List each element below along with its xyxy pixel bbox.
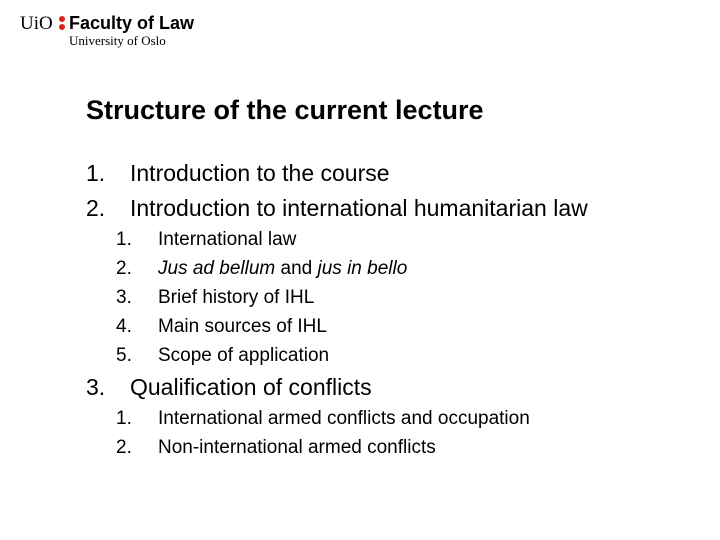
sub-item-text: Brief history of IHL: [158, 287, 315, 308]
sub-item-number: 1.: [116, 408, 132, 429]
sub-item-number: 2.: [116, 258, 132, 279]
sub-item-number: 4.: [116, 316, 132, 337]
logo-seal-icon: [57, 16, 67, 32]
list-item-number: 2.: [86, 195, 106, 221]
and-text: and: [275, 258, 318, 279]
logo-uio-text: UiO: [20, 13, 53, 34]
list-item-number: 3.: [86, 374, 106, 400]
logo-faculty-name: Faculty of Law: [69, 13, 195, 33]
sub-item-number: 1.: [116, 229, 132, 250]
sub-item-text: International law: [158, 229, 297, 250]
sub-item-text: Scope of application: [158, 345, 330, 366]
jus-in-bello-text: jus in bello: [317, 258, 408, 279]
sub-item-number: 5.: [116, 345, 132, 366]
logo-university-name: University of Oslo: [69, 33, 166, 48]
slide-title: Structure of the current lecture: [86, 95, 484, 125]
jus-ad-bellum-text: Jus ad bellum: [158, 258, 276, 279]
sub-item-text: [158, 258, 407, 280]
list-item-text: Introduction to international humanitarian law: [130, 195, 588, 221]
list-item-number: 1.: [86, 160, 106, 186]
sub-item-number: 2.: [116, 437, 132, 458]
list-item-text: Qualification of conflicts: [130, 374, 372, 400]
sub-item-text: International armed conflicts and occupation: [158, 408, 530, 429]
sub-item-text: Non-international armed conflicts: [158, 437, 436, 458]
sub-item-text: Main sources of IHL: [158, 316, 327, 337]
sub-item-number: 3.: [116, 287, 132, 308]
list-item-text: Introduction to the course: [130, 160, 390, 186]
